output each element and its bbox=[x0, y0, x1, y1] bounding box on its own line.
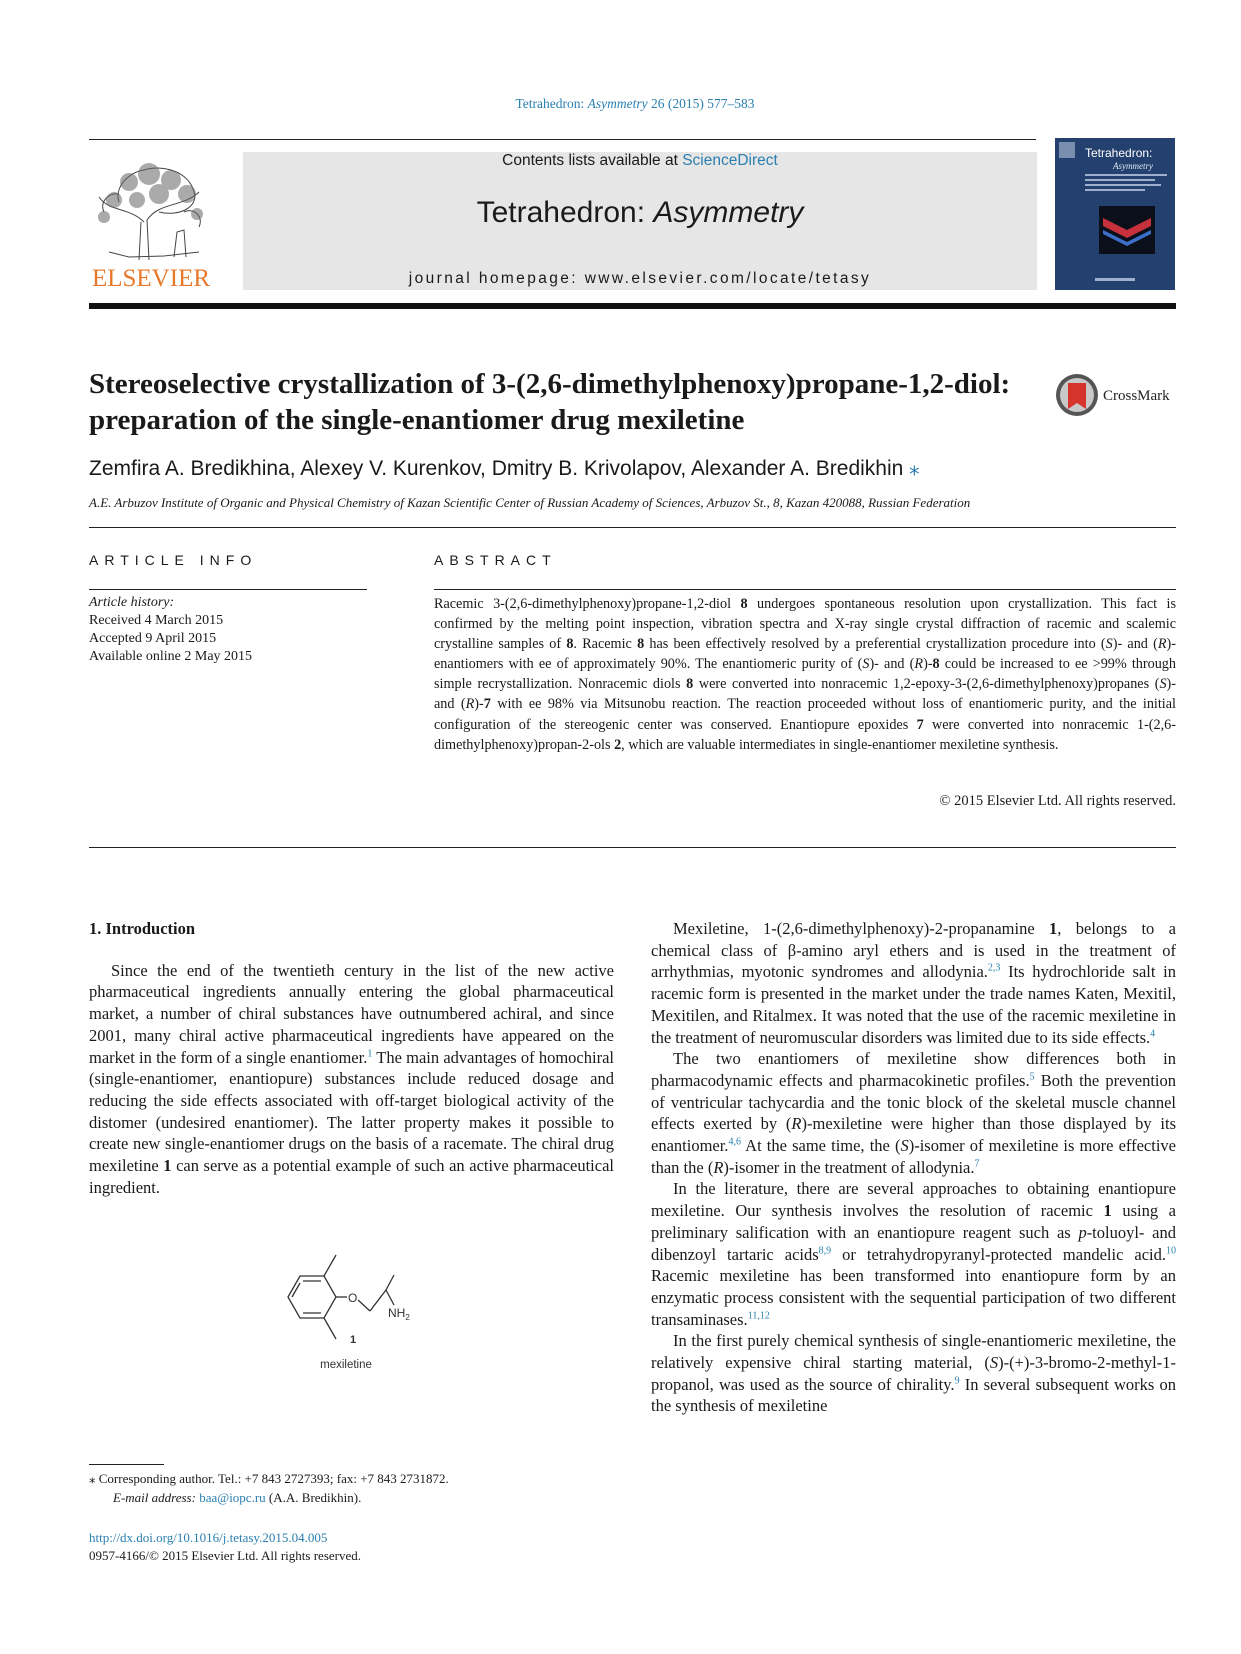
doi-link[interactable]: http://dx.doi.org/10.1016/j.tetasy.2015.04.005 bbox=[89, 1530, 328, 1545]
abstract-rule bbox=[434, 589, 1176, 590]
abstract-text: Racemic 3-(2,6-dimethylphenoxy)propane-1,2-diol 8 undergoes spontaneous resolution upon crystallization. This fact is confirmed by the melting point inspection, vibration spectra and X-ray single crystal diffraction of racemic and scalemic crystalline samples of 8. Racemic 8 has been effectively resolved by a preferential crystallization procedure into (S)- and (R)-enantiomers with ee of approximately 90%. The enantiomeric purity of (S)- and (R)-8 could be increased to ee >99% through simple recrystallization. Nonracemic diols 8 were converted into nonracemic 1,2-epoxy-3-(2,6-dimethylphenoxy)propanes (S)- and (R)-7 with ee 98% via Mitsunobu reaction. The reaction proceeded without loss of enantiomeric purity, and the initial configuration of the stereogenic center was conserved. Enantiopure epoxides 7 were converted into nonracemic 1-(2,6-dimethylphenoxy)propan-2-ols 2, which are valuable intermediates in single-enantiomer mexiletine synthesis. bbox=[434, 596, 1176, 753]
mexiletine-structure-figure bbox=[270, 1245, 440, 1375]
paragraph: In the first purely chemical synthesis of single-enantiomeric mexiletine, the relatively expensive chiral starting material, (S)-(+)-3-bromo-2-methyl-1-propanol, was used as the source of chirality.$^9$ In several subsequent works on the synthesis of mexiletine bbox=[651, 1331, 1176, 1416]
doi-block: http://dx.doi.org/10.1016/j.tetasy.2015.04.005 0957-4166/© 2015 Elsevier Ltd. All rights reserved. bbox=[89, 1529, 629, 1565]
corresponding-author-mark[interactable]: ⁎ bbox=[909, 457, 920, 480]
header-rule bbox=[89, 139, 1036, 140]
svg-text:O: O bbox=[348, 1291, 358, 1305]
crossmark-button[interactable] bbox=[1055, 373, 1175, 417]
article-history: Article history: Received 4 March 2015 Accepted 9 April 2015 Available online 2 May 2015 bbox=[89, 595, 253, 664]
affiliation: A.E. Arbuzov Institute of Organic and Physical Chemistry of Kazan Scientific Center of Russian Academy of Sciences, Arbuzov St., 8, Kazan 420088, Russian Federation bbox=[89, 495, 971, 510]
journal-cover-image bbox=[1055, 138, 1175, 290]
corresponding-author-footnote: ⁎ Corresponding author. Tel.: +7 843 2727393; fax: +7 843 2731872. E-mail address: baa@iopc.ru (A.A. Bredikhin). bbox=[89, 1471, 449, 1505]
svg-text:Asymmetry: Asymmetry bbox=[1113, 161, 1153, 171]
section-heading-introduction: 1. Introduction bbox=[89, 919, 196, 938]
elsevier-logo bbox=[89, 152, 214, 290]
article-info-heading: ARTICLE INFO bbox=[89, 552, 258, 568]
sciencedirect-link[interactable]: ScienceDirect bbox=[682, 152, 778, 169]
abstract-copyright: © 2015 Elsevier Ltd. All rights reserved. bbox=[939, 793, 1176, 809]
journal-title: Tetrahedron: Asymmetry bbox=[476, 196, 804, 229]
paper-title: Stereoselective crystallization of 3-(2,6-dimethylphenoxy)propane-1,2-diol: preparation of the single-enantiomer drug mexiletine bbox=[89, 368, 1011, 436]
paragraph: In the literature, there are several approaches to obtaining enantiopure mexiletine. Our synthesis involves the resolution of racemic 1 using a preliminary salification with an enantiopure reagent such as p-toluoyl- and dibenzoyl tartaric acids$^{8,9}$ or tetrahydropyranyl-protected mandelic acid.$^{10}$ Racemic mexiletine has been transformed into enantiopure form by an enzymatic process consistent with the sequential participation of two different transaminases.$^{11,12}$ bbox=[651, 1179, 1176, 1329]
paragraph: The two enantiomers of mexiletine show differences both in pharmacodynamic effects and pharmacokinetic profiles.$^5$ Both the prevention of ventricular tachycardia and the tonic block of the skeletal muscle channel effects exerted by (R)-mexiletine were higher than those displayed by its enantiomer.$^{4,6}$ At the same time, the (S)-isomer of mexiletine is more effective than the (R)-isomer in the treatment of allodynia.$^7$ bbox=[651, 1049, 1177, 1177]
footnote-rule bbox=[89, 1464, 164, 1465]
svg-text:NH2: $NH_2$ bbox=[388, 1306, 410, 1322]
email-link[interactable]: baa@iopc.ru bbox=[199, 1490, 266, 1505]
body-column-right bbox=[651, 918, 1176, 1417]
svg-text:CrossMark: CrossMark bbox=[1103, 388, 1170, 404]
contents-line: Contents lists available at ScienceDirect bbox=[502, 152, 778, 169]
body-column-left bbox=[89, 918, 614, 1198]
svg-text:mexiletine: mexiletine bbox=[320, 1359, 372, 1371]
paragraph: Since the end of the twentieth century in the list of the new active pharmaceutical ingredients annually entering the global pharmaceutical market, a number of chiral substances have outnumbered achiral, and since 2001, many chiral active pharmaceutical ingredients have appeared on the market in the form of a single enantiomer.$^1$ The main advantages of homochiral (single-enantiomer, enantiopure) substances include reduced dosage and reducing the side effects associated with off-target biological activity of the distomer (undesired enantiomer). The latter property makes it possible to create new single-enantiomer drugs on the basis of a racemate. The chiral drug mexiletine 1 can serve as a potential example of such an active pharmaceutical ingredient. bbox=[89, 960, 614, 1197]
abstract-heading: ABSTRACT bbox=[434, 552, 557, 568]
article-info-rule bbox=[89, 589, 367, 590]
author-list: Zemfira A. Bredikhina, Alexey V. Kurenkov, Dmitry B. Krivolapov, Alexander A. Bredikhin ⁎ bbox=[89, 457, 920, 480]
section-rule bbox=[89, 527, 1176, 528]
masthead-thick-rule bbox=[89, 303, 1176, 309]
svg-text:1: 1 bbox=[350, 1334, 357, 1346]
elsevier-wordmark: ELSEVIER bbox=[91, 265, 211, 290]
paragraph: Mexiletine, 1-(2,6-dimethylphenoxy)-2-propanamine 1, belongs to a chemical class of β-amino aryl ethers and is used in the treatment of arrhythmias, myotonic syndromes and allodynia.$^{2,3}$ Its hydrochloride salt in racemic form is presented in the market under the trade names Katen, Mexitil, Mexitilen, and Ritalmex. It was noted that the use of the racemic mexiletine in the treatment of neuromuscular disorders was limited due to its side effects.$^4$ bbox=[651, 919, 1176, 1047]
body-rule bbox=[89, 847, 1176, 848]
journal-homepage-link[interactable]: journal homepage: www.elsevier.com/locate/tetasy bbox=[408, 270, 872, 287]
svg-text:Tetrahedron:: Tetrahedron: bbox=[1085, 146, 1153, 160]
journal-reference[interactable]: Tetrahedron: Asymmetry 26 (2015) 577–583 bbox=[515, 96, 755, 111]
